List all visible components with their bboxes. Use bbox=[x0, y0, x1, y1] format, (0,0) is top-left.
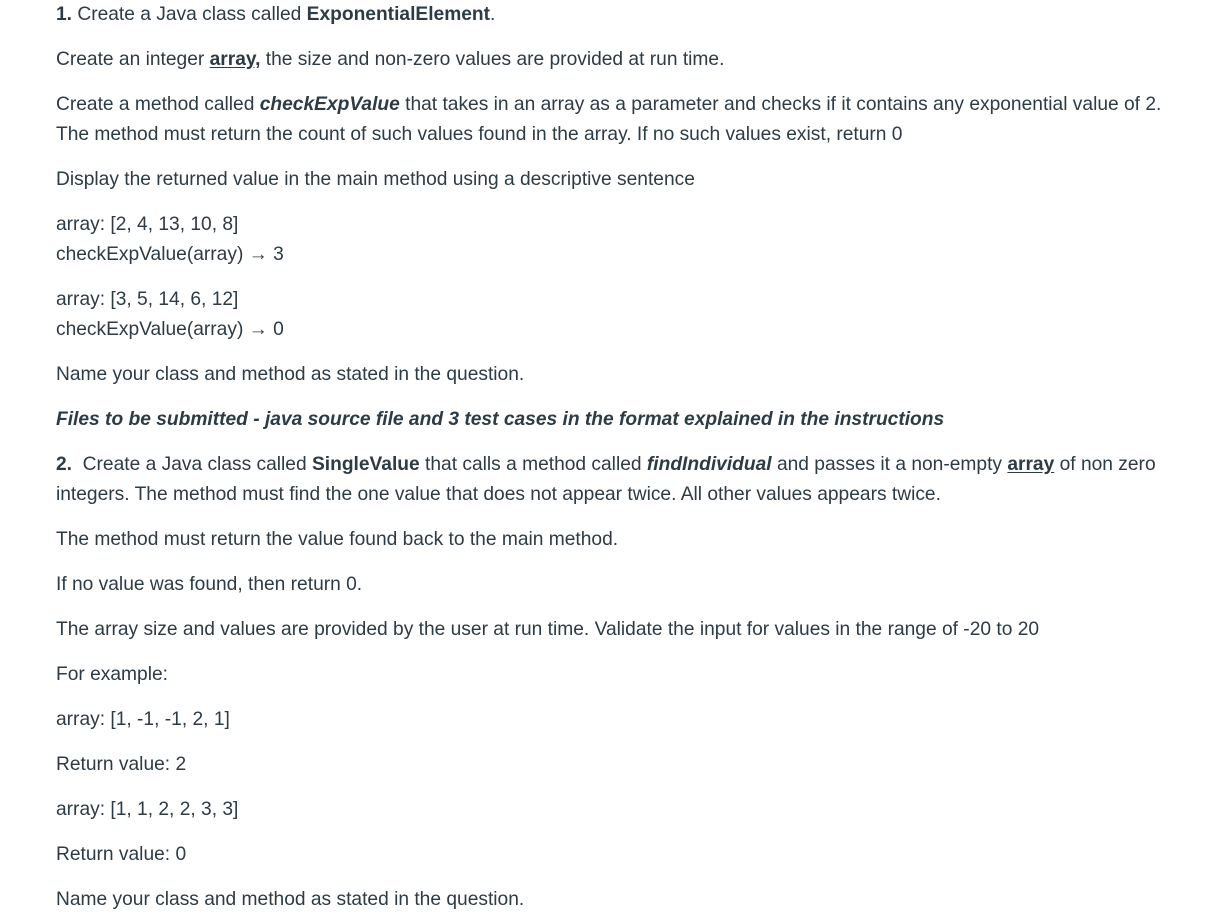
q2-example2-array: array: [1, 1, 2, 2, 3, 3] bbox=[56, 799, 239, 820]
q1-title: 1. Create a Java class called ExponentialElement. bbox=[56, 4, 496, 25]
q2-class-name: SingleValue bbox=[311, 454, 420, 475]
q1-array-line: Create an integer array, the size and non-zero values are provided at run time. bbox=[56, 49, 725, 70]
q2-example-label: For example: bbox=[56, 664, 168, 685]
q1-return-line: The method must return the count of such values found in the array. If no such values exist, return 0 bbox=[56, 124, 903, 145]
q1-naming-note: Name your class and method as stated in the question. bbox=[56, 364, 525, 385]
q1-method-line: Create a method called checkExpValue that takes in an array as a parameter and checks if it contains any exponential value of 2. bbox=[56, 94, 1162, 115]
q1-example2-call: checkExpValue(array) → 0 bbox=[56, 319, 284, 340]
q2-naming-note: Name your class and method as stated in the question. bbox=[56, 889, 525, 910]
q2-example1-array: array: [1, -1, -1, 2, 1] bbox=[56, 709, 230, 730]
q1-display-line: Display the returned value in the main method using a descriptive sentence bbox=[56, 169, 695, 190]
q2-example1-return: Return value: 2 bbox=[56, 754, 187, 775]
q2-line5: The array size and values are provided by the user at run time. Validate the input for values in the range of -20 to 20 bbox=[56, 619, 1040, 640]
array-link[interactable]: array, bbox=[209, 49, 261, 70]
q1-example1-array: array: [2, 4, 13, 10, 8] bbox=[56, 214, 239, 235]
q1-files-note: Files to be submitted - java source file and 3 test cases in the format explained in the instructions bbox=[56, 409, 945, 430]
q1-example1-call: checkExpValue(array) → 3 bbox=[56, 244, 284, 265]
q1-class-name: ExponentialElement bbox=[306, 4, 491, 25]
q2-example2-return: Return value: 0 bbox=[56, 844, 187, 865]
q2-number: 2. bbox=[56, 454, 73, 475]
q1-method-name: checkExpValue bbox=[259, 94, 400, 115]
q2-line2: integers. The method must find the one value that does not appear twice. All other values appears twice. bbox=[56, 484, 941, 505]
q2-line4: If no value was found, then return 0. bbox=[56, 574, 363, 595]
array-link-2[interactable]: array bbox=[1007, 454, 1055, 475]
q2-method-name: findIndividual bbox=[646, 454, 772, 475]
q1-example2-array: array: [3, 5, 14, 6, 12] bbox=[56, 289, 239, 310]
q2-line3: The method must return the value found back to the main method. bbox=[56, 529, 619, 550]
q1-number: 1. bbox=[56, 4, 73, 25]
q2-title: 2. Create a Java class called SingleValue that calls a method called findIndividual and passes it a non-empty array of non zero bbox=[56, 454, 1156, 475]
